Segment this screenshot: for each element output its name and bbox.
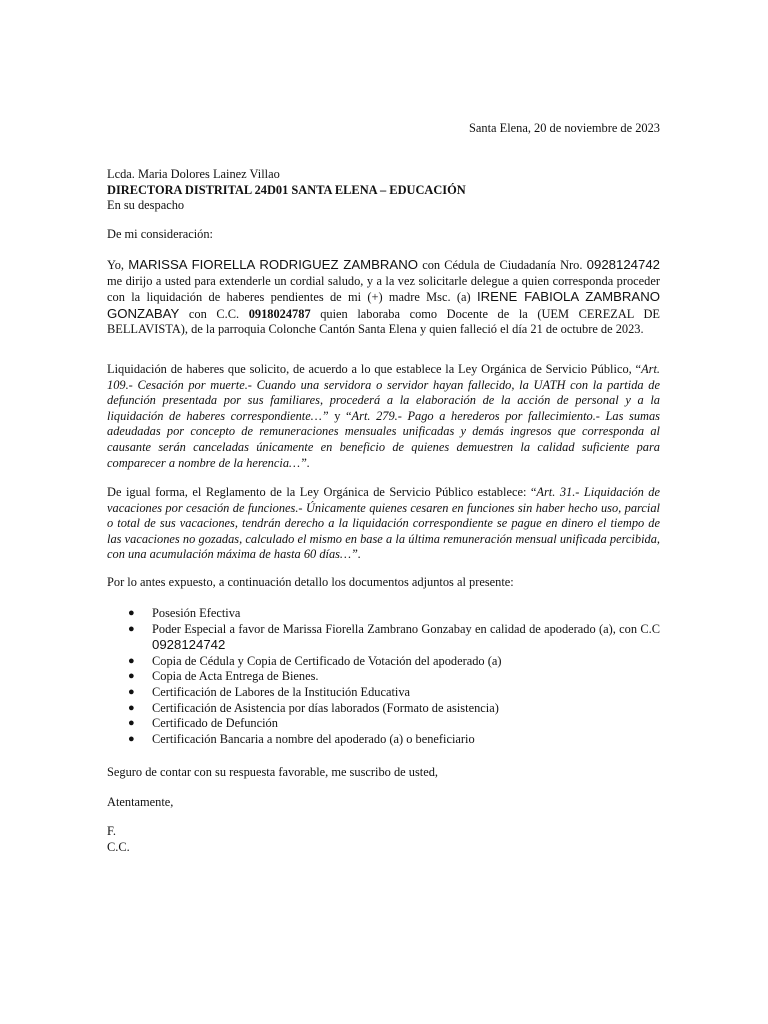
applicant-id: 0928124742 — [586, 257, 660, 272]
recipient-block — [107, 167, 660, 214]
list-item: ● Copia de Cédula y Copia de Certificado de Votación del apoderado (a) — [128, 653, 502, 668]
article-109-quote: Art. 109.- Cesación por muerte.- Cuando una servidora o servidor hayan fallecido, la UATH con la partida de defunción presentada por sus familiares, procederá a la elaboración de la acción de personal y a la liquidación de haberes correspondiente…” — [107, 362, 660, 423]
p2-text-1: Liquidación de haberes que solicito, de acuerdo a lo que establece la Ley Orgánica de Servicio Público, “ — [107, 362, 642, 376]
mother-name: IRENE FABIOLA ZAMBRANO GONZABAY — [107, 289, 660, 321]
paragraph-attachments-intro: Por lo antes expuesto, a continuación detallo los documentos adjuntos al presente: — [107, 575, 514, 589]
list-item: ● Poder Especial a favor de Marissa Fiorella Zambrano Gonzabay en calidad de apoderado (a), con C.C 0928124742 — [128, 621, 660, 653]
bullet-icon: ● — [128, 732, 135, 745]
p1-text-2: con Cédula de Ciudadanía Nro. — [418, 258, 587, 272]
closing-line: Seguro de contar con su respuesta favorable, me suscribo de usted, — [107, 765, 439, 779]
bullet-icon: ● — [128, 717, 135, 730]
p2-text-2: y “ — [328, 408, 352, 423]
article-279-quote: Art. 279.- Pago a herederos por fallecimiento.- Las sumas adeudadas por concepto de remuneraciones mensuales unificadas y demás ingresos que corresponda al causante serán canceladas únicamente en beneficio de quienes demuestren la calidad suficiente para comparecer a nombre de la herencia…”. — [107, 408, 661, 470]
bullet-icon: ● — [128, 654, 135, 667]
list-item: ● Certificado de Defunción — [128, 716, 278, 731]
paragraph-request — [107, 257, 660, 338]
recipient-name: Lcda. Maria Dolores Lainez Villao — [107, 167, 280, 181]
signature-block — [107, 824, 660, 855]
bullet-icon: ● — [128, 701, 135, 714]
apoderado-id: 0928124742 — [152, 637, 226, 653]
sign-off: Atentamente, — [107, 795, 174, 809]
list-item: ● Certificación de Asistencia por días laborados (Formato de asistencia) — [128, 700, 499, 715]
applicant-name: MARISSA FIORELLA RODRIGUEZ ZAMBRANO — [128, 257, 419, 272]
attachments-list — [107, 606, 660, 747]
paragraph-legal-basis — [107, 362, 660, 471]
p1-text-5: quien laboraba como Docente de la (UEM CEREZAL DE BELLAVISTA), de la parroquia Colonche Cantón Santa Elena y quien falleció el día 21 de octubre de 2023. — [107, 306, 660, 337]
list-item: ● Copia de Acta Entrega de Bienes. — [128, 669, 319, 684]
article-31-quote: Art. 31.- Liquidación de vacaciones por cesación de funciones.- Únicamente quienes cesaren en funciones sin haber hecho uso, parcial o total de sus vacaciones, tendrán derecho a la liquidación correspondiente se pague en dinero el tiempo de las vacaciones no gozadas, calculado el mismo en base a la última remuneración mensual unificada percibida, con una acumulación máxima de hasta 60 días…”. — [107, 485, 660, 562]
salutation: De mi consideración: — [107, 227, 213, 241]
bullet-icon: ● — [128, 685, 135, 698]
p1-text-3: me dirijo a usted para extenderle un cordial saludo, y a la vez solicitarle delegue a quien corresponda proceder con la liquidación de haberes pendientes de mi (+) madre Msc. (a) — [107, 273, 660, 305]
recipient-location: En su despacho — [107, 198, 185, 213]
date-line: Santa Elena, 20 de noviembre de 2023 — [469, 121, 660, 135]
list-item: ● Posesión Efectiva — [128, 606, 241, 620]
recipient-title: DIRECTORA DISTRITAL 24D01 SANTA ELENA – EDUCACIÓN — [107, 182, 466, 197]
list-item: ● Certificación de Labores de la Institución Educativa — [128, 684, 411, 699]
bullet-icon: ● — [128, 622, 135, 635]
p3-text-1: De igual forma, el Reglamento de la Ley Orgánica de Servicio Público establece: “ — [107, 485, 537, 499]
bullet-icon: ● — [128, 607, 135, 619]
paragraph-regulation — [107, 485, 660, 563]
signature-id-line: C.C. — [107, 839, 130, 854]
mother-id: 0918024787 — [248, 306, 311, 321]
p1-text-1: Yo, — [107, 258, 129, 272]
p1-text-4: con C.C. — [179, 306, 249, 321]
signature-line: F. — [107, 824, 116, 838]
bullet-icon: ● — [128, 670, 135, 683]
list-item: ● Certificación Bancaria a nombre del apoderado (a) o beneficiario — [128, 731, 475, 746]
